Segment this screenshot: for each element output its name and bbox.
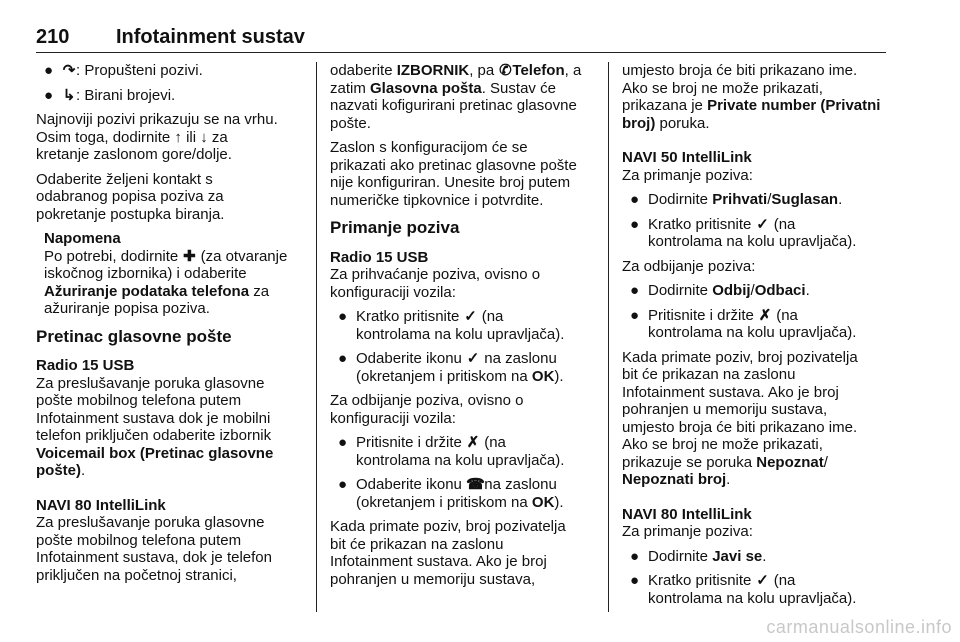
list-item-dialed-numbers: ● ↳: Birani brojevi. [44,86,176,104]
column-1 [36,62,304,591]
subheading-navi80: NAVI 80 IntelliLink [622,505,752,523]
paragraph-accept-navi80: Za primanje poziva: [622,523,753,540]
subheading-navi80: NAVI 80 IntelliLink [36,496,166,514]
paragraph-reject-navi50: Za odbijanje poziva: [622,257,756,275]
answer-call-icon: ✓ [756,215,769,233]
section-heading-receiving-calls: Primanje poziva [330,218,460,237]
list-item-accept-steering-navi80: ● Kratko pritisnite ✓ (na kontrolama na kolu upravljača). [630,572,857,607]
paragraph-accept-navi50: Za primanje poziva: [622,166,753,184]
hang-up-icon: ☎ [466,476,485,493]
list-item-reject-steering: ● Pritisnite i držite ✗ (na kontrolama na kolu upravljača). [338,434,565,469]
subheading-radio15: Radio 15 USB [330,248,429,266]
answer-call-icon: ✓ [756,572,769,589]
column-divider-2 [608,62,609,612]
column-divider-1 [316,62,317,612]
page-title: Infotainment sustav [116,26,305,48]
column-3 [622,62,892,614]
page-number: 210 [36,26,70,48]
paragraph-voicemail-navi80: Za preslušavanje poruka glasovne pošte mobilnog telefona putem Infotainment sustava, dok je telefon priključen na početnoj stranici, [36,514,272,584]
note-title: Napomena [44,230,121,247]
note-block: Napomena Po potrebi, dodirnite ✚ (za otvaranje iskočnog izbornika) i odaberite Ažuriranje podataka telefona za ažuriranje popisa poziva. [44,230,288,317]
list-item-accept-steering: ● Kratko pritisnite ✓ (na kontrolama na kolu upravljača). [630,215,857,250]
answer-call-icon: ✓ [464,308,477,325]
reject-call-icon: ✗ [758,306,772,324]
paragraph-caller-number: Kada primate poziv, broj pozivatelja bit će prikazan na zaslonu Infotainment sustava. Ako je broj pohranjen u memoriju sustava, [330,518,566,588]
list-item-reject-screen: ● Odaberite ikonu ☎ na zaslonu (okretanjem i pritiskom na OK). [338,476,564,511]
list-item-accept-screen: ● Odaberite ikonu ✓ na zaslonu (okretanjem i pritiskom na OK). [338,350,564,385]
paragraph-reject-intro: Za odbijanje poziva, ovisno o konfiguraciji vozila: [330,392,524,427]
page-header [36,24,886,53]
paragraph-accept-intro: Za prihvaćanje poziva, ovisno o konfiguraciji vozila: [330,266,541,301]
list-item-missed-calls: ● ↷: Propušteni pozivi. [44,62,203,79]
column-2 [330,62,592,595]
phone-icon: ✆ [499,62,512,79]
plus-icon: ✚ [183,247,196,265]
paragraph-recent-calls: Najnoviji pozivi prikazuju se na vrhu. Osim toga, dodirnite ↑ ili ↓ za kretanje zaslonom gore/dolje. [36,111,278,163]
section-heading-voicemail: Pretinac glasovne pošte [36,326,232,346]
list-item-accept-touch-navi80: ● Dodirnite Javi se. [630,547,767,565]
list-item-accept-touch: ● Dodirnite Prihvati/Suglasan. [630,191,843,208]
reject-call-icon: ✗ [466,434,480,451]
dialed-call-icon: ↳ [62,86,76,104]
paragraph-voicemail-menu: odaberite IZBORNIK, pa ✆Telefon, a zatim Glasovna pošta. Sustav će nazvati kofigurirani pretinac glasovne pošte. [330,62,582,132]
missed-call-icon: ↷ [62,62,76,79]
paragraph-caller-number-navi50: Kada primate poziv, broj pozivatelja bit će prikazan na zaslonu Infotainment sustava. Ako je broj pohranjen u memoriju sustava, umjesto broja će biti prikazano ime. Ako se broj ne može prikazati, prikazuje se poruka Nepoznat/ Nepoznati broj. [622,348,858,488]
paragraph-config-screen: Zaslon s konfiguracijom će se prikazati ako pretinac glasovne pošte nije konfiguriran. Unesite broj putem numeričke tipkovnice i potvrdite. [330,139,577,209]
paragraph-select-contact: Odaberite željeni kontakt s odabranog popisa poziva za pokretanje postupka biranja. [36,170,225,223]
list-item-reject-steering: ● Pritisnite i držite ✗ (na kontrolama na kolu upravljača). [630,306,857,341]
paragraph-private-number: umjesto broja će biti prikazano ime. Ako se broj ne može prikazati, prikazana je Private number (Privatni broj) poruka. [622,62,881,132]
list-item-accept-steering: ● Kratko pritisnite ✓ (na kontrolama na kolu upravljača). [338,308,565,343]
list-item-reject-touch: ● Dodirnite Odbij/Odbaci. [630,282,810,299]
paragraph-voicemail-radio15: Za preslušavanje poruka glasovne pošte mobilnog telefona putem Infotainment sustava dok je mobilni telefon priključen odaberite izbornik Voicemail box (Pretinac glasovne pošte). [36,374,274,479]
watermark: carmanualsonline.info [766,617,952,637]
subheading-navi50: NAVI 50 IntelliLink [622,149,752,166]
answer-call-icon: ✓ [466,350,480,367]
subheading-radio15: Radio 15 USB [36,357,135,374]
